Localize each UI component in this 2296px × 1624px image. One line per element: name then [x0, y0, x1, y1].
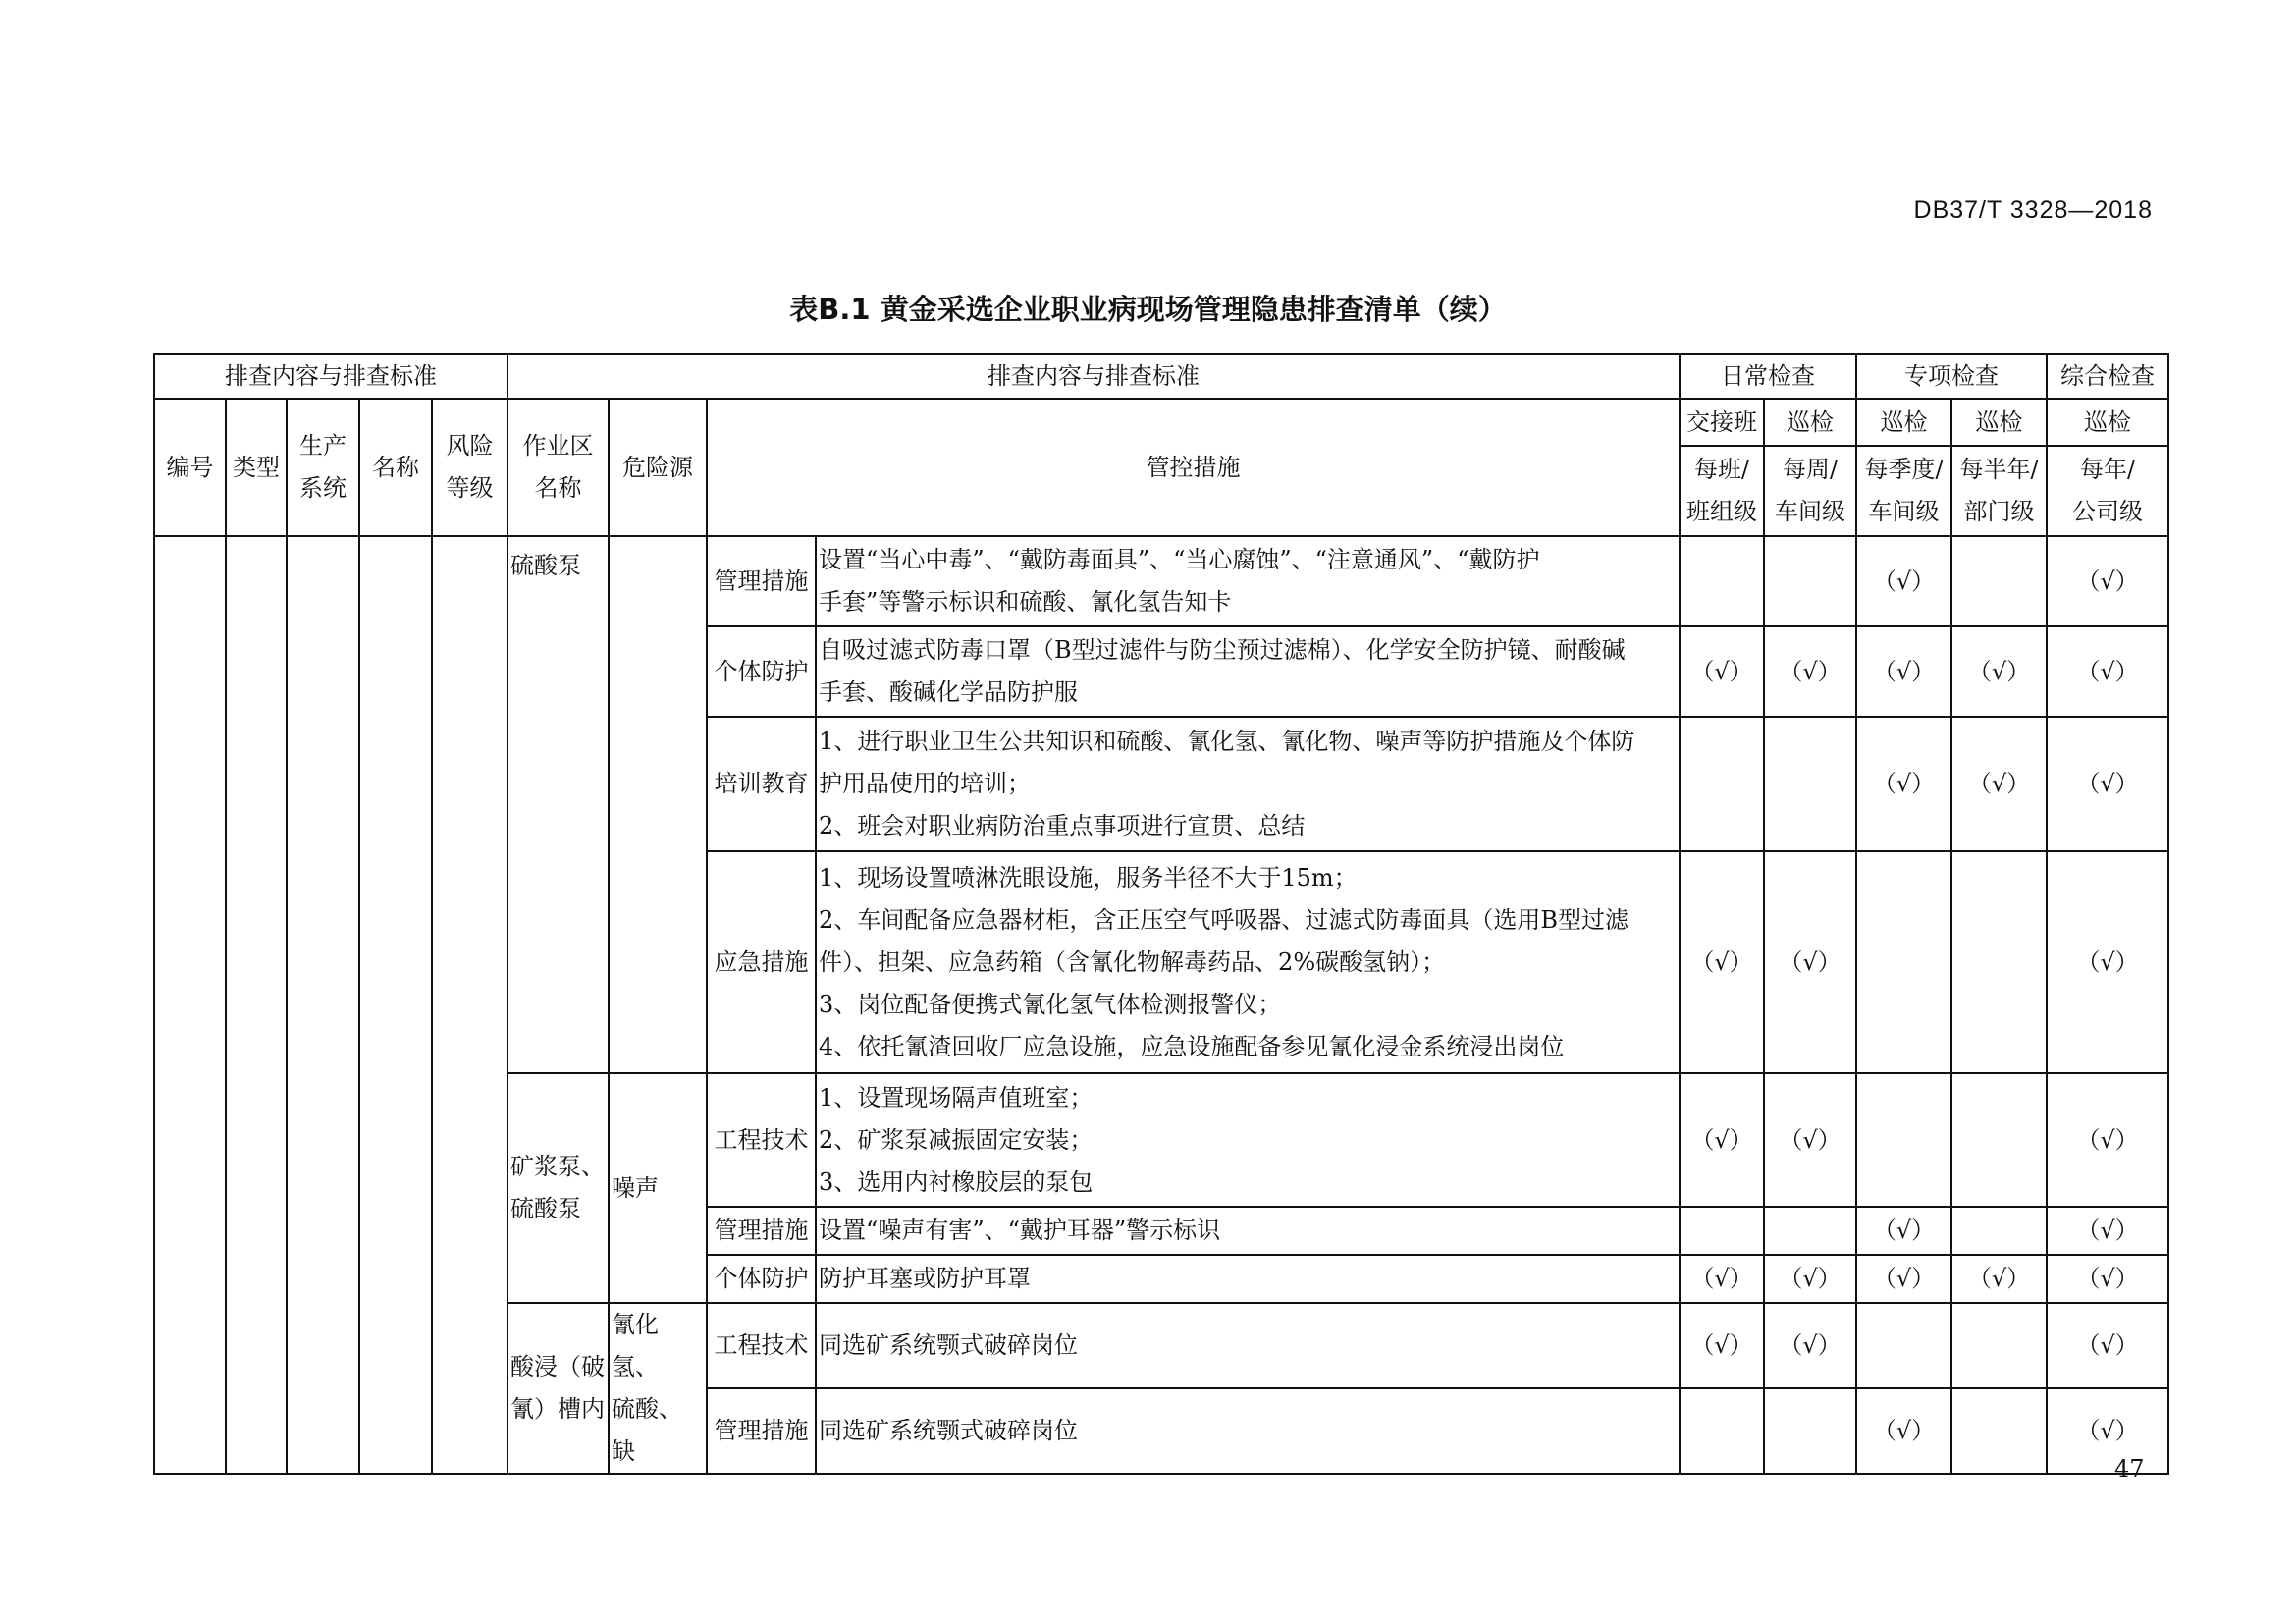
cell-system	[287, 536, 359, 1474]
check-mark: （√）	[1764, 1303, 1856, 1388]
col-header-hazard: 危险源	[609, 399, 707, 536]
cell-check	[1680, 1388, 1764, 1474]
col-header-type: 类型	[226, 399, 287, 536]
cell-name	[359, 536, 432, 1474]
page-number: 47	[2114, 1455, 2145, 1483]
group-header-left: 排查内容与排查标准	[154, 354, 507, 399]
cell-measure-detail: 防护耳塞或防护耳罩	[816, 1255, 1680, 1303]
check-mark: （√）	[1856, 626, 1951, 717]
cell-measure-detail: 设置“噪声有害”、“戴护耳器”警示标识	[816, 1207, 1680, 1255]
cell-measure-detail: 自吸过滤式防毒口罩（B型过滤件与防尘预过滤棉）、化学安全防护镜、耐酸碱 手套、酸碱化学品防护服	[816, 626, 1680, 717]
check-mark: （√）	[2047, 626, 2168, 717]
cell-measure-detail: 1、进行职业卫生公共知识和硫酸、氰化氢、氰化物、噪声等防护措施及个体防 护用品使用的培训； 2、班会对职业病防治重点事项进行宣贯、总结	[816, 717, 1680, 851]
col-header-c5-type: 巡检	[2047, 399, 2168, 446]
check-mark: （√）	[1680, 1073, 1764, 1207]
cell-check	[1951, 1073, 2047, 1207]
group-header-daily: 日常检查	[1680, 354, 1856, 399]
check-mark: （√）	[1856, 1255, 1951, 1303]
cell-measure-category: 个体防护	[707, 1255, 816, 1303]
cell-check	[1951, 1207, 2047, 1255]
cell-measure-category: 个体防护	[707, 626, 816, 717]
col-header-name: 名称	[359, 399, 432, 536]
col-header-c3-type: 巡检	[1856, 399, 1951, 446]
header-row-groups	[154, 354, 2168, 399]
check-mark: （√）	[2047, 1255, 2168, 1303]
check-mark: （√）	[2047, 851, 2168, 1073]
cell-check	[1856, 851, 1951, 1073]
document-code: DB37/T 3328—2018	[1913, 196, 2153, 224]
col-header-c1-type: 交接班	[1680, 399, 1764, 446]
check-mark: （√）	[1764, 1073, 1856, 1207]
cell-check	[1951, 1303, 2047, 1388]
cell-measure-detail: 同选矿系统颚式破碎岗位	[816, 1303, 1680, 1388]
col-header-number: 编号	[154, 399, 226, 536]
check-mark: （√）	[1856, 1207, 1951, 1255]
cell-check	[1856, 1073, 1951, 1207]
cell-check	[1680, 536, 1764, 626]
col-header-risk-level: 风险 等级	[432, 399, 507, 536]
col-header-c2-type: 巡检	[1764, 399, 1856, 446]
cell-measure-category: 工程技术	[707, 1303, 816, 1388]
col-header-c2-frequency: 每周/ 车间级	[1764, 446, 1856, 536]
cell-hazard: 氰化氢、 硫酸、缺	[609, 1303, 707, 1474]
cell-work-zone: 酸浸（破 氰）槽内	[507, 1303, 609, 1474]
col-header-c3-frequency: 每季度/ 车间级	[1856, 446, 1951, 536]
cell-measure-detail: 1、设置现场隔声值班室； 2、矿浆泵减振固定安装； 3、选用内衬橡胶层的泵包	[816, 1073, 1680, 1207]
col-header-c5-frequency: 每年/ 公司级	[2047, 446, 2168, 536]
check-mark: （√）	[1951, 626, 2047, 717]
check-mark: （√）	[1856, 1388, 1951, 1474]
header-row-check-types	[154, 399, 2168, 446]
cell-type	[226, 536, 287, 1474]
check-mark: （√）	[2047, 1207, 2168, 1255]
check-mark: （√）	[1856, 536, 1951, 626]
hazard-checklist-table	[153, 353, 2169, 1475]
cell-work-zone: 硫酸泵	[507, 536, 609, 1073]
check-mark: （√）	[1680, 1255, 1764, 1303]
cell-measure-category: 管理措施	[707, 536, 816, 626]
check-mark: （√）	[2047, 1388, 2168, 1474]
table-row	[154, 536, 2168, 626]
check-mark: （√）	[2047, 536, 2168, 626]
cell-check	[1764, 536, 1856, 626]
group-header-mid: 排查内容与排查标准	[507, 354, 1680, 399]
check-mark: （√）	[2047, 1073, 2168, 1207]
cell-risk-level	[432, 536, 507, 1474]
check-mark: （√）	[1680, 626, 1764, 717]
check-mark: （√）	[1951, 717, 2047, 851]
cell-measure-category: 工程技术	[707, 1073, 816, 1207]
cell-hazard: 噪声	[609, 1073, 707, 1303]
col-header-work-zone: 作业区 名称	[507, 399, 609, 536]
check-mark: （√）	[1680, 1303, 1764, 1388]
check-mark: （√）	[1856, 717, 1951, 851]
cell-check	[1764, 717, 1856, 851]
cell-check	[1764, 1207, 1856, 1255]
check-mark: （√）	[2047, 717, 2168, 851]
check-mark: （√）	[1764, 626, 1856, 717]
col-header-c4-type: 巡检	[1951, 399, 2047, 446]
cell-work-zone: 矿浆泵、 硫酸泵	[507, 1073, 609, 1303]
cell-measure-category: 培训教育	[707, 717, 816, 851]
cell-check	[1951, 1388, 2047, 1474]
cell-check	[1951, 536, 2047, 626]
cell-check	[1951, 851, 2047, 1073]
cell-number	[154, 536, 226, 1474]
group-header-special: 专项检查	[1856, 354, 2047, 399]
check-mark: （√）	[1764, 851, 1856, 1073]
group-header-comprehensive: 综合检查	[2047, 354, 2168, 399]
cell-check	[1680, 1207, 1764, 1255]
cell-check	[1680, 717, 1764, 851]
col-header-c4-frequency: 每半年/ 部门级	[1951, 446, 2047, 536]
cell-measure-detail: 同选矿系统颚式破碎岗位	[816, 1388, 1680, 1474]
cell-measure-category: 管理措施	[707, 1207, 816, 1255]
col-header-c1-frequency: 每班/ 班组级	[1680, 446, 1764, 536]
table-title: 表B.1 黄金采选企业职业病现场管理隐患排查清单（续）	[789, 293, 1507, 326]
col-header-control-measures: 管控措施	[707, 399, 1680, 536]
check-mark: （√）	[2047, 1303, 2168, 1388]
cell-check	[1856, 1303, 1951, 1388]
col-header-system: 生产 系统	[287, 399, 359, 536]
cell-measure-detail: 设置“当心中毒”、“戴防毒面具”、“当心腐蚀”、“注意通风”、“戴防护 手套”等警示标识和硫酸、氰化氢告知卡	[816, 536, 1680, 626]
cell-measure-category: 应急措施	[707, 851, 816, 1073]
check-mark: （√）	[1764, 1255, 1856, 1303]
cell-check	[1764, 1388, 1856, 1474]
cell-hazard	[609, 536, 707, 1073]
cell-measure-category: 管理措施	[707, 1388, 816, 1474]
check-mark: （√）	[1680, 851, 1764, 1073]
check-mark: （√）	[1951, 1255, 2047, 1303]
cell-measure-detail: 1、现场设置喷淋洗眼设施，服务半径不大于15m； 2、车间配备应急器材柜，含正压空气呼吸器、过滤式防毒面具（选用B型过滤 件）、担架、应急药箱（含氰化物解毒药品、2%碳酸氢钠）； 3、岗位配备便携式氰化氢气体检测报警仪； 4、依托氰渣回收厂应急设施，应急设施配备参见氰化浸金系统浸出岗位	[816, 851, 1680, 1073]
